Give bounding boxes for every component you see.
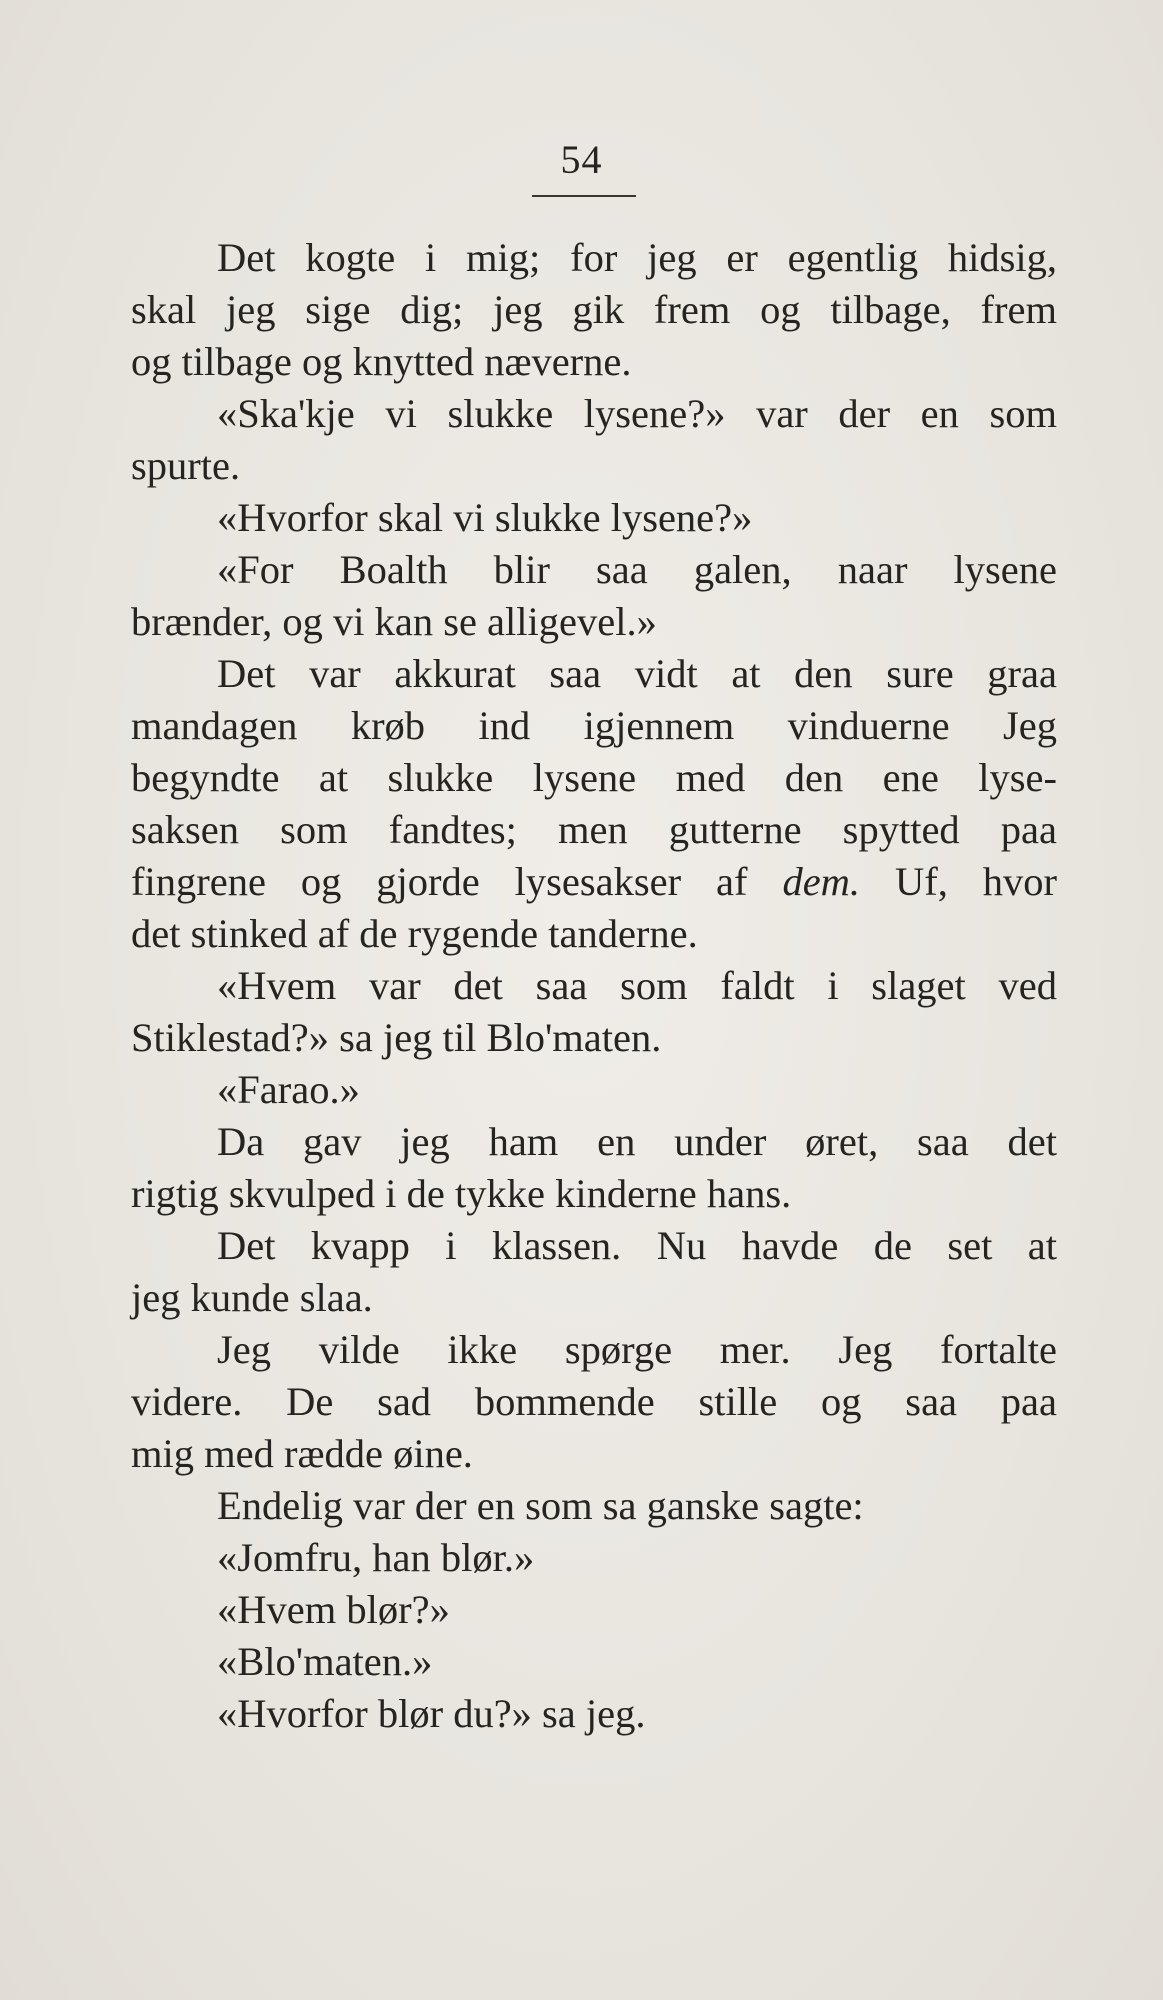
text-line: «Hvem var det saa som faldt i slaget ved [217,963,1057,1008]
text-line: det stinked af de rygende tanderne. [131,911,698,956]
page-number: 54 [560,137,603,182]
text-line: «Ska'kje vi slukke lysene?» var der en som [217,391,1057,436]
text-line: «Hvem blør?» [217,1587,450,1632]
text-line: Da gav jeg ham en under øret, saa det [217,1119,1057,1164]
text-line: «Hvorfor skal vi slukke lysene?» [217,495,753,540]
text-line: saksen som fandtes; men gutterne spytted paa [131,807,1057,852]
text-line: Endelig var der en som sa ganske sagte: [217,1483,864,1528]
text-line-mixed [131,856,1057,908]
text-fragment: Uf, hvor [895,859,1058,904]
text-line: jeg kunde slaa. [131,1275,373,1320]
text-line: Stiklestad?» sa jeg til Blo'maten. [131,1015,662,1060]
text-line: og tilbage og knytted næverne. [131,339,632,384]
body-text [131,232,1057,1740]
text-line: «Jomfru, han blør.» [217,1535,535,1580]
text-line: Jeg vilde ikke spørge mer. Jeg fortalte [217,1327,1057,1372]
text-line: spurte. [131,443,241,488]
text-line: mandagen krøb ind igjennem vinduerne Jeg [131,703,1057,748]
text-line: mig med rædde øine. [131,1431,473,1476]
text-line: skal jeg sige dig; jeg gik frem og tilbage, frem [131,287,1057,332]
text-line: videre. De sad bommende stille og saa paa [131,1379,1057,1424]
text-line: «Blo'maten.» [217,1639,433,1684]
text-line: Det var akkurat saa vidt at den sure graa [217,651,1057,696]
italic-word: dem. [782,859,861,904]
text-line: Det kogte i mig; for jeg er egentlig hidsig, [217,235,1057,280]
text-line: «Hvorfor blør du?» sa jeg. [217,1691,646,1736]
text-line: «Farao.» [217,1067,360,1112]
text-line: «For Boalth blir saa galen, naar lysene [217,547,1057,592]
text-line: rigtig skvulped i de tykke kinderne hans. [131,1171,792,1216]
text-line: brænder, og vi kan se alligevel.» [131,599,657,644]
text-line: Det kvapp i klassen. Nu havde de set at [217,1223,1057,1268]
text-fragment: fingrene og gjorde lysesakser af [131,859,748,904]
page-number-rule [532,195,636,197]
text-line: begyndte at slukke lysene med den ene lyse- [131,755,1057,800]
